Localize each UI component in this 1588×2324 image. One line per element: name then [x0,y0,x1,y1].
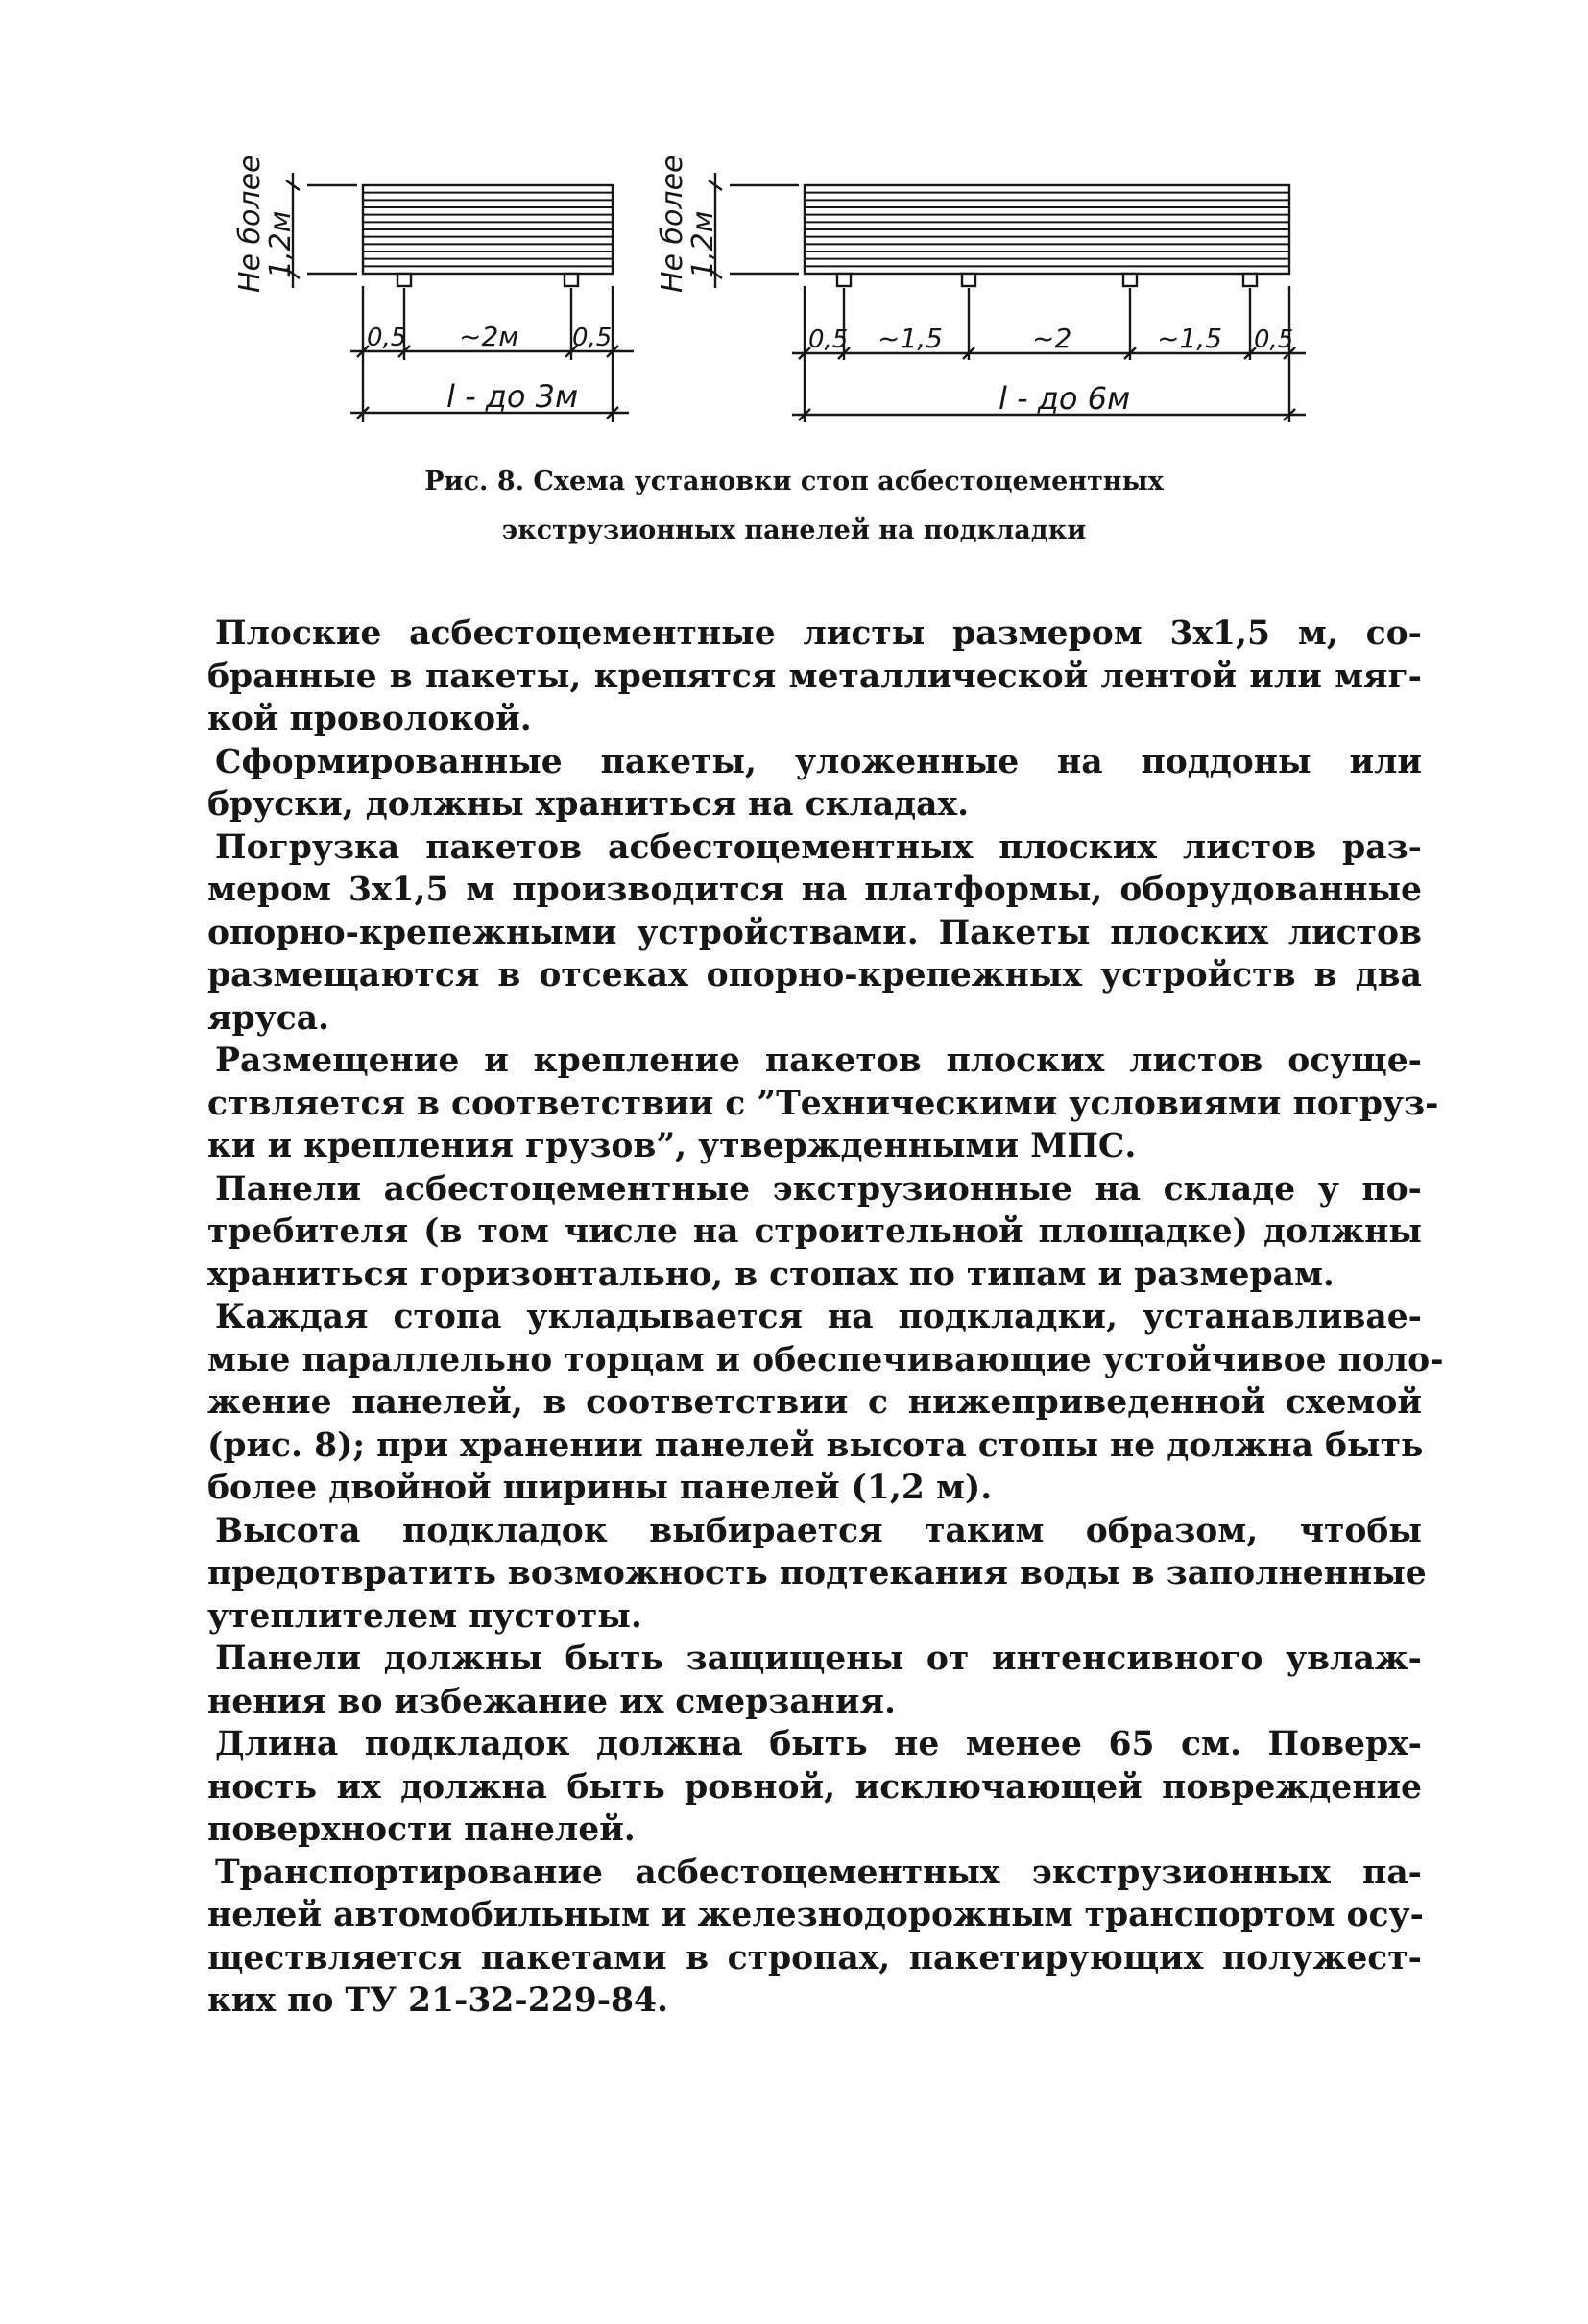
right-dim-5: 0,5 [1254,325,1294,354]
paragraph [207,741,1422,827]
text-line: мые параллельно торцам и обеспечивающие устойчивое поло- [207,1340,1444,1379]
text-line: яруса. [207,998,330,1038]
body-text [207,612,1444,2023]
paragraph [207,1040,1439,1168]
text-line: (рис. 8); при хранении панелей высота стопы не должна быть [207,1426,1424,1465]
text-line: Каждая стопа укладывается на подкладки, устанавливае- [215,1298,1422,1336]
right-support-4 [1243,274,1257,286]
text-line: жение панелей, в соответствии с нижеприведенной схемой [207,1383,1422,1422]
text-line: кой проволокой. [207,700,532,738]
right-height-label-1: Не более [656,155,689,293]
text-line: мером 3х1,5 м производится на платформы, оборудованные [207,871,1422,909]
panel-stack-diagram [0,0,1588,451]
right-support-2 [962,274,975,286]
paragraph [207,827,1422,1041]
text-line: ствляется в соответствии с ”Техническими условиями погруз- [207,1084,1439,1123]
text-line: утеплителем пустоты. [207,1596,642,1636]
paragraph [207,1638,1422,1723]
right-support-1 [837,274,851,286]
left-height-label-1: Не более [233,155,267,293]
text-line: более двойной ширины панелей (1,2 м). [207,1469,993,1507]
right-height-label-2: 1,2м [686,210,720,278]
right-dim-1: 0,5 [808,325,849,354]
text-line: поверхности панелей. [207,1810,636,1849]
right-dim-3: ~2 [1032,323,1072,354]
text-line: бруски, должны храниться на складах. [207,785,970,824]
text-line: Размещение и крепление пакетов плоских листов осуще- [215,1042,1422,1080]
right-length-label: l - до 6м [999,380,1131,417]
paragraph [207,612,1422,741]
left-dim-3: 0,5 [572,323,613,352]
text-line: размещаются в отсеках опорно-крепежных устройств в два [207,956,1422,994]
text-line: бранные в пакеты, крепятся металлической лентой или мяг- [207,657,1422,696]
paragraph [207,1296,1444,1510]
text-line: Погрузка пакетов асбестоцементных плоских листов раз- [215,827,1422,867]
text-line: Плоские асбестоцементные листы размером 3х1,5 м, со- [215,614,1422,653]
text-line: ность их должна быть ровной, исключающей повреждение [207,1767,1422,1807]
figure-caption [0,457,1588,555]
text-line: Высота подкладок выбирается таким образом, чтобы [215,1511,1422,1550]
left-support-1 [397,274,411,286]
paragraph [207,1510,1427,1639]
right-dim-2: ~1,5 [878,323,943,354]
text-line: предотвратить возможность подтекания воды в заполненные [207,1554,1427,1593]
text-line: нения во избежание их смерзания. [207,1682,897,1721]
text-line: ществляется пакетами в стропах, пакетирующих полужест- [207,1938,1422,1977]
text-line: Транспортирование асбестоцементных экструзионных па- [215,1853,1422,1892]
left-dim-1: 0,5 [367,323,407,352]
text-line: храниться горизонтально, в стопах по типам и размерам. [207,1255,1335,1294]
text-line: ких по ТУ 21-32-229-84. [207,1981,669,2020]
text-line: Длина подкладок должна быть не менее 65 см. Поверх- [215,1725,1422,1763]
text-line: требителя (в том числе на строительной площадке) должны [207,1212,1422,1251]
caption-line: Рис. 8. Схема установки стоп асбестоцементных [424,467,1164,496]
left-length-label: l - до 3м [446,378,579,415]
caption-line: экструзионных панелей на подкладки [501,515,1087,545]
text-line: опорно-крепежными устройствами. Пакеты плоских листов [207,913,1422,952]
right-dim-4: ~1,5 [1157,323,1222,354]
left-dim-2: ~2м [459,321,519,352]
paragraph [207,1723,1422,1852]
paragraph [207,1168,1422,1297]
figure-8 [0,0,1588,451]
text-line: нелей автомобильным и железнодорожным транспортом осу- [207,1896,1424,1934]
text-line: Панели асбестоцементные экструзионные на складе у по- [215,1169,1422,1209]
text-line: Сформированные пакеты, уложенные на поддоны или [215,742,1422,781]
text-line: Панели должны быть защищены от интенсивного увлаж- [215,1640,1422,1678]
left-support-2 [565,274,578,286]
paragraph [207,1852,1422,2023]
right-support-3 [1123,274,1137,286]
text-line: ки и крепления грузов”, утвержденными МПС. [207,1127,1137,1165]
left-height-label-2: 1,2м [264,210,298,278]
